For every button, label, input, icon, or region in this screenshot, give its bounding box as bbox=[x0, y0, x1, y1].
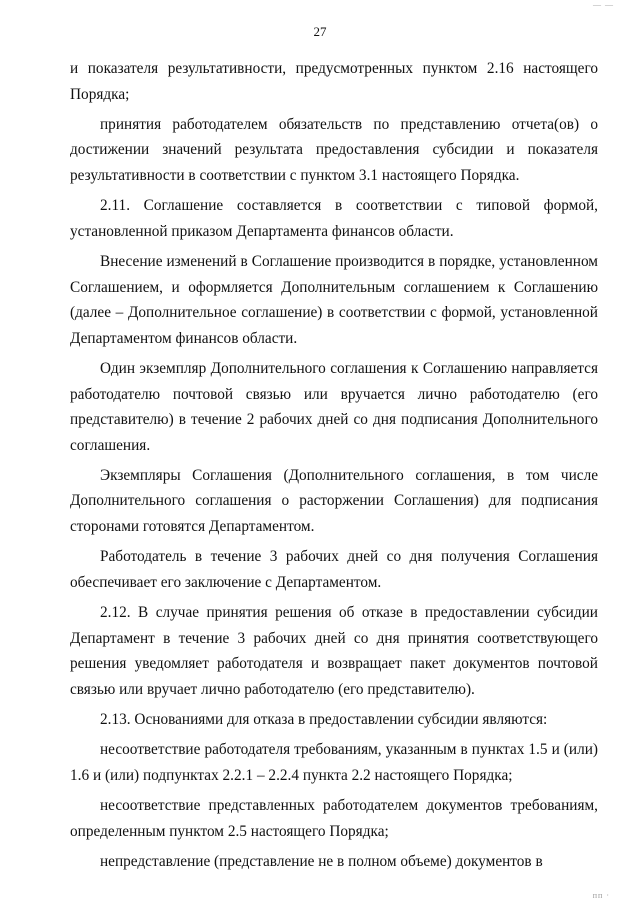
paragraph: принятия работодателем обязательств по представлению отчета(ов) о достижении значений результата предоставления субсидии и показателя результативности в соответствии с пунктом 3.1 настоящего Порядка. bbox=[70, 115, 598, 184]
paragraph: и показателя результативности, предусмотренных пунктом 2.16 настоящего Порядка; bbox=[70, 60, 598, 103]
paragraph: Внесение изменений в Соглашение производится в порядке, установленном Соглашением, и оформляется Дополнительным соглашением к Соглашению (далее – Дополнительное соглашение) в соответствии с формой, установленной Департаментом финансов области. bbox=[70, 252, 598, 347]
paragraph: непредставление (представление не в полном объеме) документов в bbox=[100, 852, 543, 870]
paragraph: Один экземпляр Дополнительного соглашения к Соглашению направляется работодателю почтовой связью или вручается лично работодателю (его представителю) в течение 2 рабочих дней со дня подписания Дополнительного соглашения. bbox=[70, 359, 598, 454]
page-number: 27 bbox=[313, 24, 327, 39]
document-body bbox=[70, 56, 598, 874]
paragraph: 2.13. Основаниями для отказа в предоставлении субсидии являются: bbox=[100, 711, 548, 728]
paragraph: несоответствие работодателя требованиям, указанным в пунктах 1.5 и (или) 1.6 и (или) подпунктах 2.2.1 – 2.2.4 пункта 2.2 настоящего Порядка; bbox=[70, 741, 598, 784]
scan-mark-top: — — bbox=[593, 0, 614, 9]
paragraph: 2.12. В случае принятия решения об отказе в предоставлении субсидии Департамент в течение 3 рабочих дней со дня принятия соответствующего решения уведомляет работодателя и возвращает пакет документов почтовой связью или вручает лично работодателю (его представителю). bbox=[70, 604, 598, 698]
paragraph: 2.11. Соглашение составляется в соответствии с типовой формой, установленной приказом Департамента финансов области. bbox=[70, 197, 598, 240]
paragraph: несоответствие представленных работодателем документов требованиям, определенным пунктом 2.5 настоящего Порядка; bbox=[70, 796, 598, 840]
scan-mark-bottom: пп · bbox=[592, 891, 610, 900]
paragraph: Экземпляры Соглашения (Дополнительного соглашения, в том числе Дополнительного соглашения о расторжении Соглашения) для подписания сторонами готовятся Департаментом. bbox=[70, 466, 598, 536]
paragraph: Работодатель в течение 3 рабочих дней со дня получения Соглашения обеспечивает его заключение с Департаментом. bbox=[70, 548, 598, 591]
